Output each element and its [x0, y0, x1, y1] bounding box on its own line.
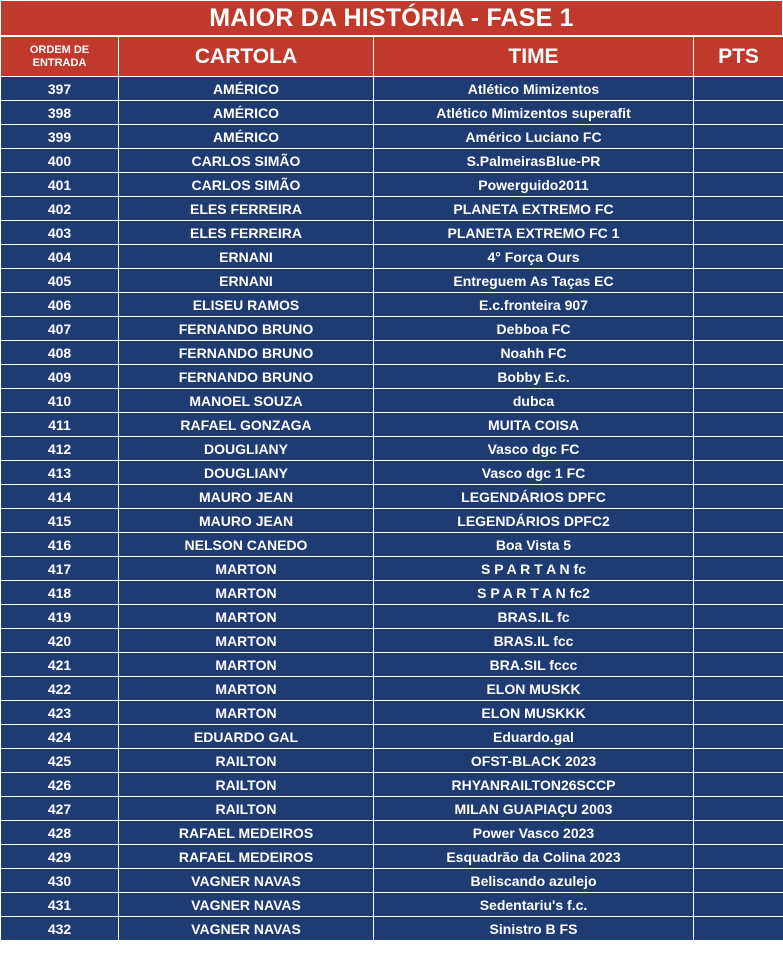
table-row — [1, 485, 783, 509]
cell-cartola: ELISEU RAMOS — [119, 293, 374, 317]
cell-cartola: MARTON — [119, 581, 374, 605]
table-row — [1, 653, 783, 677]
table-row — [1, 749, 783, 773]
cell-time: Atlético Mimizentos superafit — [374, 101, 694, 125]
cell-cartola: RAILTON — [119, 797, 374, 821]
cell-cartola: FERNANDO BRUNO — [119, 317, 374, 341]
cell-ordem-de-entrada: 430 — [1, 869, 119, 893]
cell-time: Noahh FC — [374, 341, 694, 365]
table-row — [1, 869, 783, 893]
table-row — [1, 701, 783, 725]
cell-ordem-de-entrada: 424 — [1, 725, 119, 749]
cell-cartola: VAGNER NAVAS — [119, 893, 374, 917]
cell-ordem-de-entrada: 405 — [1, 269, 119, 293]
cell-time: RHYANRAILTON26SCCP — [374, 773, 694, 797]
cell-time: Eduardo.gal — [374, 725, 694, 749]
cell-cartola: ELES FERREIRA — [119, 197, 374, 221]
cell-time: MUITA COISA — [374, 413, 694, 437]
cell-ordem-de-entrada: 408 — [1, 341, 119, 365]
cell-ordem-de-entrada: 397 — [1, 77, 119, 101]
cell-cartola: RAFAEL MEDEIROS — [119, 845, 374, 869]
cell-ordem-de-entrada: 413 — [1, 461, 119, 485]
cell-cartola: MARTON — [119, 701, 374, 725]
cell-time: Entreguem As Taças EC — [374, 269, 694, 293]
cell-ordem-de-entrada: 417 — [1, 557, 119, 581]
cell-ordem-de-entrada: 432 — [1, 917, 119, 941]
table-row — [1, 125, 783, 149]
table-row — [1, 389, 783, 413]
cell-ordem-de-entrada: 428 — [1, 821, 119, 845]
cell-ordem-de-entrada: 402 — [1, 197, 119, 221]
cell-ordem-de-entrada: 403 — [1, 221, 119, 245]
cell-time: LEGENDÁRIOS DPFC — [374, 485, 694, 509]
cell-time: Bobby E.c. — [374, 365, 694, 389]
cell-ordem-de-entrada: 426 — [1, 773, 119, 797]
cell-time: Vasco dgc FC — [374, 437, 694, 461]
table-row — [1, 581, 783, 605]
cell-pts — [694, 173, 783, 197]
cell-ordem-de-entrada: 427 — [1, 797, 119, 821]
cell-cartola: AMÉRICO — [119, 101, 374, 125]
cell-ordem-de-entrada: 422 — [1, 677, 119, 701]
cell-pts — [694, 389, 783, 413]
cell-pts — [694, 653, 783, 677]
cell-ordem-de-entrada: 421 — [1, 653, 119, 677]
cell-cartola: MARTON — [119, 605, 374, 629]
table-row — [1, 917, 783, 941]
table-row — [1, 173, 783, 197]
cell-pts — [694, 437, 783, 461]
cell-cartola: RAILTON — [119, 749, 374, 773]
cell-time: 4° Força Ours — [374, 245, 694, 269]
cell-cartola: MARTON — [119, 629, 374, 653]
cell-pts — [694, 821, 783, 845]
table-row — [1, 365, 783, 389]
cell-time: BRA.SIL fccc — [374, 653, 694, 677]
cell-pts — [694, 557, 783, 581]
cell-cartola: RAILTON — [119, 773, 374, 797]
cell-time: MILAN GUAPIAÇU 2003 — [374, 797, 694, 821]
cell-cartola: MARTON — [119, 557, 374, 581]
table-header — [1, 37, 783, 77]
cell-ordem-de-entrada: 406 — [1, 293, 119, 317]
table-row — [1, 629, 783, 653]
cell-time: ELON MUSKK — [374, 677, 694, 701]
cell-pts — [694, 101, 783, 125]
table-row — [1, 461, 783, 485]
cell-pts — [694, 677, 783, 701]
table-row — [1, 605, 783, 629]
cell-cartola: AMÉRICO — [119, 125, 374, 149]
cell-cartola: DOUGLIANY — [119, 461, 374, 485]
cell-pts — [694, 773, 783, 797]
cell-pts — [694, 485, 783, 509]
cell-pts — [694, 917, 783, 941]
cell-time: ELON MUSKKK — [374, 701, 694, 725]
cell-pts — [694, 413, 783, 437]
cell-pts — [694, 341, 783, 365]
cell-pts — [694, 845, 783, 869]
cell-time: Power Vasco 2023 — [374, 821, 694, 845]
cell-pts — [694, 749, 783, 773]
cell-cartola: RAFAEL GONZAGA — [119, 413, 374, 437]
table-row — [1, 821, 783, 845]
table-row — [1, 557, 783, 581]
cell-cartola: MARTON — [119, 653, 374, 677]
table-row — [1, 437, 783, 461]
cell-pts — [694, 629, 783, 653]
cell-ordem-de-entrada: 398 — [1, 101, 119, 125]
table-row — [1, 845, 783, 869]
cell-time: Vasco dgc 1 FC — [374, 461, 694, 485]
cell-pts — [694, 269, 783, 293]
column-header-pts: PTS — [694, 37, 783, 77]
table-row — [1, 149, 783, 173]
cell-pts — [694, 605, 783, 629]
cell-time: PLANETA EXTREMO FC 1 — [374, 221, 694, 245]
cell-cartola: MAURO JEAN — [119, 485, 374, 509]
cell-ordem-de-entrada: 411 — [1, 413, 119, 437]
column-header-ordem-de-entrada: ORDEM DE ENTRADA — [1, 37, 119, 77]
cell-ordem-de-entrada: 429 — [1, 845, 119, 869]
page-title: MAIOR DA HISTÓRIA - FASE 1 — [209, 3, 574, 32]
cell-pts — [694, 245, 783, 269]
cell-ordem-de-entrada: 419 — [1, 605, 119, 629]
cell-ordem-de-entrada: 418 — [1, 581, 119, 605]
cell-pts — [694, 461, 783, 485]
cell-cartola: ELES FERREIRA — [119, 221, 374, 245]
cell-pts — [694, 701, 783, 725]
column-header-cartola: CARTOLA — [119, 37, 374, 77]
cell-ordem-de-entrada: 410 — [1, 389, 119, 413]
cell-pts — [694, 197, 783, 221]
table-row — [1, 509, 783, 533]
cell-pts — [694, 125, 783, 149]
cell-time: OFST-BLACK 2023 — [374, 749, 694, 773]
cell-ordem-de-entrada: 409 — [1, 365, 119, 389]
cell-pts — [694, 149, 783, 173]
cell-time: Boa Vista 5 — [374, 533, 694, 557]
cell-cartola: MAURO JEAN — [119, 509, 374, 533]
cell-ordem-de-entrada: 431 — [1, 893, 119, 917]
cell-ordem-de-entrada: 414 — [1, 485, 119, 509]
cell-cartola: AMÉRICO — [119, 77, 374, 101]
cell-time: S P A R T A N fc — [374, 557, 694, 581]
table-row — [1, 533, 783, 557]
cell-cartola: NELSON CANEDO — [119, 533, 374, 557]
cell-ordem-de-entrada: 416 — [1, 533, 119, 557]
cell-pts — [694, 797, 783, 821]
cell-pts — [694, 869, 783, 893]
table-row — [1, 77, 783, 101]
cell-cartola: RAFAEL MEDEIROS — [119, 821, 374, 845]
cell-cartola: FERNANDO BRUNO — [119, 341, 374, 365]
cell-pts — [694, 221, 783, 245]
table-row — [1, 245, 783, 269]
cell-pts — [694, 893, 783, 917]
cell-pts — [694, 77, 783, 101]
cell-time: E.c.fronteira 907 — [374, 293, 694, 317]
cell-cartola: VAGNER NAVAS — [119, 869, 374, 893]
table-row — [1, 677, 783, 701]
cell-time: S.PalmeirasBlue-PR — [374, 149, 694, 173]
column-header-time: TIME — [374, 37, 694, 77]
cell-ordem-de-entrada: 423 — [1, 701, 119, 725]
cell-ordem-de-entrada: 425 — [1, 749, 119, 773]
cell-time: Sinistro B FS — [374, 917, 694, 941]
table-row — [1, 101, 783, 125]
cell-time: Debboa FC — [374, 317, 694, 341]
table-row — [1, 317, 783, 341]
cell-ordem-de-entrada: 415 — [1, 509, 119, 533]
table-row — [1, 893, 783, 917]
cell-cartola: EDUARDO GAL — [119, 725, 374, 749]
table-row — [1, 797, 783, 821]
cell-ordem-de-entrada: 399 — [1, 125, 119, 149]
cell-pts — [694, 533, 783, 557]
cell-ordem-de-entrada: 407 — [1, 317, 119, 341]
cell-time: Atlético Mimizentos — [374, 77, 694, 101]
cell-time: Esquadrão da Colina 2023 — [374, 845, 694, 869]
ranking-table — [0, 36, 783, 941]
cell-ordem-de-entrada: 412 — [1, 437, 119, 461]
cell-time: PLANETA EXTREMO FC — [374, 197, 694, 221]
cell-pts — [694, 365, 783, 389]
cell-cartola: MANOEL SOUZA — [119, 389, 374, 413]
cell-cartola: DOUGLIANY — [119, 437, 374, 461]
cell-pts — [694, 581, 783, 605]
table-row — [1, 293, 783, 317]
cell-pts — [694, 293, 783, 317]
cell-cartola: MARTON — [119, 677, 374, 701]
table-row — [1, 773, 783, 797]
cell-pts — [694, 725, 783, 749]
cell-time: Américo Luciano FC — [374, 125, 694, 149]
table-header-row — [1, 37, 783, 77]
cell-ordem-de-entrada: 420 — [1, 629, 119, 653]
table-row — [1, 269, 783, 293]
cell-cartola: FERNANDO BRUNO — [119, 365, 374, 389]
cell-cartola: ERNANI — [119, 245, 374, 269]
table-row — [1, 197, 783, 221]
cell-ordem-de-entrada: 400 — [1, 149, 119, 173]
table-body — [1, 77, 783, 941]
cell-ordem-de-entrada: 404 — [1, 245, 119, 269]
cell-time: Sedentariu's f.c. — [374, 893, 694, 917]
cell-time: BRAS.IL fcc — [374, 629, 694, 653]
cell-cartola: VAGNER NAVAS — [119, 917, 374, 941]
cell-time: S P A R T A N fc2 — [374, 581, 694, 605]
cell-cartola: CARLOS SIMÃO — [119, 173, 374, 197]
cell-time: Powerguido2011 — [374, 173, 694, 197]
cell-time: LEGENDÁRIOS DPFC2 — [374, 509, 694, 533]
cell-cartola: CARLOS SIMÃO — [119, 149, 374, 173]
table-row — [1, 341, 783, 365]
table-row — [1, 413, 783, 437]
cell-pts — [694, 509, 783, 533]
page-title-bar — [0, 0, 783, 36]
cell-time: dubca — [374, 389, 694, 413]
cell-pts — [694, 317, 783, 341]
cell-time: BRAS.IL fc — [374, 605, 694, 629]
table-row — [1, 221, 783, 245]
cell-ordem-de-entrada: 401 — [1, 173, 119, 197]
cell-time: Beliscando azulejo — [374, 869, 694, 893]
table-row — [1, 725, 783, 749]
cell-cartola: ERNANI — [119, 269, 374, 293]
